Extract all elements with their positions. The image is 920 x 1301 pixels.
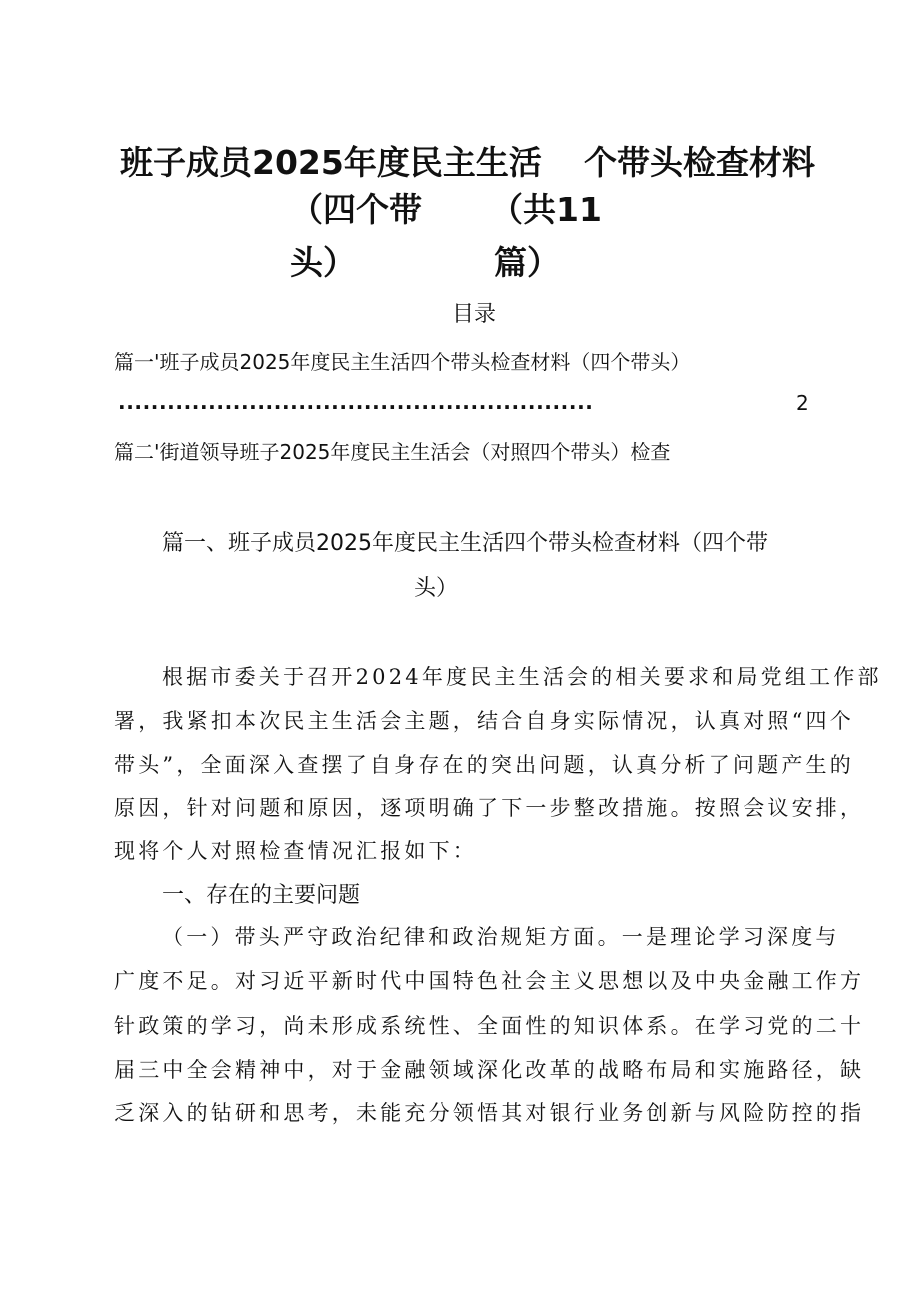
title-line3-right: 篇）: [494, 243, 560, 282]
paragraph-2-line: 乏深入的钻研和思考，未能充分领悟其对银行业务创新与风险防控的指: [114, 1101, 865, 1125]
paragraph-2-line: （一）带头严守政治纪律和政治规矩方面。一是理论学习深度与: [162, 925, 840, 949]
title-line2-left: （四个带: [290, 190, 422, 229]
toc-entry-2[interactable]: 篇二'街道领导班子2025年度民主生活会（对照四个带头）检查: [114, 440, 671, 464]
paragraph-2-line: 广度不足。对习近平新时代中国特色社会主义思想以及中央金融工作方: [114, 969, 865, 993]
paragraph-2-line: 针政策的学习，尚未形成系统性、全面性的知识体系。在学习党的二十: [114, 1014, 865, 1038]
title-line1-left: 班子成员2025年度民主生活: [120, 143, 542, 182]
toc-entry-1-page[interactable]: 2: [796, 391, 809, 415]
paragraph-2-line: 届三中全会精神中，对于金融领域深化改革的战略布局和实施路径，缺: [114, 1058, 865, 1082]
paragraph-1-line: 带头”，全面深入查摆了自身存在的突出问题，认真分析了问题产生的: [114, 753, 854, 777]
section-heading-line2: 头）: [414, 576, 459, 601]
toc-heading: 目录: [452, 302, 497, 327]
paragraph-1-line: 根据市委关于召开2024年度民主生活会的相关要求和局党组工作部: [162, 665, 882, 689]
title-line3-left: 头）: [290, 243, 356, 282]
paragraph-1-line: 署，我紧扣本次民主生活会主题，结合自身实际情况，认真对照“四个: [114, 709, 854, 733]
section-heading-line1: 篇一、班子成员2025年度民主生活四个带头检查材料（四个带: [162, 531, 768, 556]
paragraph-1-line: 原因，针对问题和原因，逐项明确了下一步整改措施。按照会议安排，: [114, 796, 865, 820]
toc-entry-1-leader: ..........................................................: [118, 390, 594, 414]
title-line1-right: 个带头检查材料: [584, 143, 815, 182]
toc-entry-1[interactable]: 篇一'班子成员2025年度民主生活四个带头检查材料（四个带头）: [114, 350, 691, 374]
paragraph-1-line: 现将个人对照检查情况汇报如下：: [114, 839, 477, 863]
subheading-main-problems: 一、存在的主要问题: [162, 883, 361, 908]
title-line2-right: （共11: [490, 190, 602, 229]
